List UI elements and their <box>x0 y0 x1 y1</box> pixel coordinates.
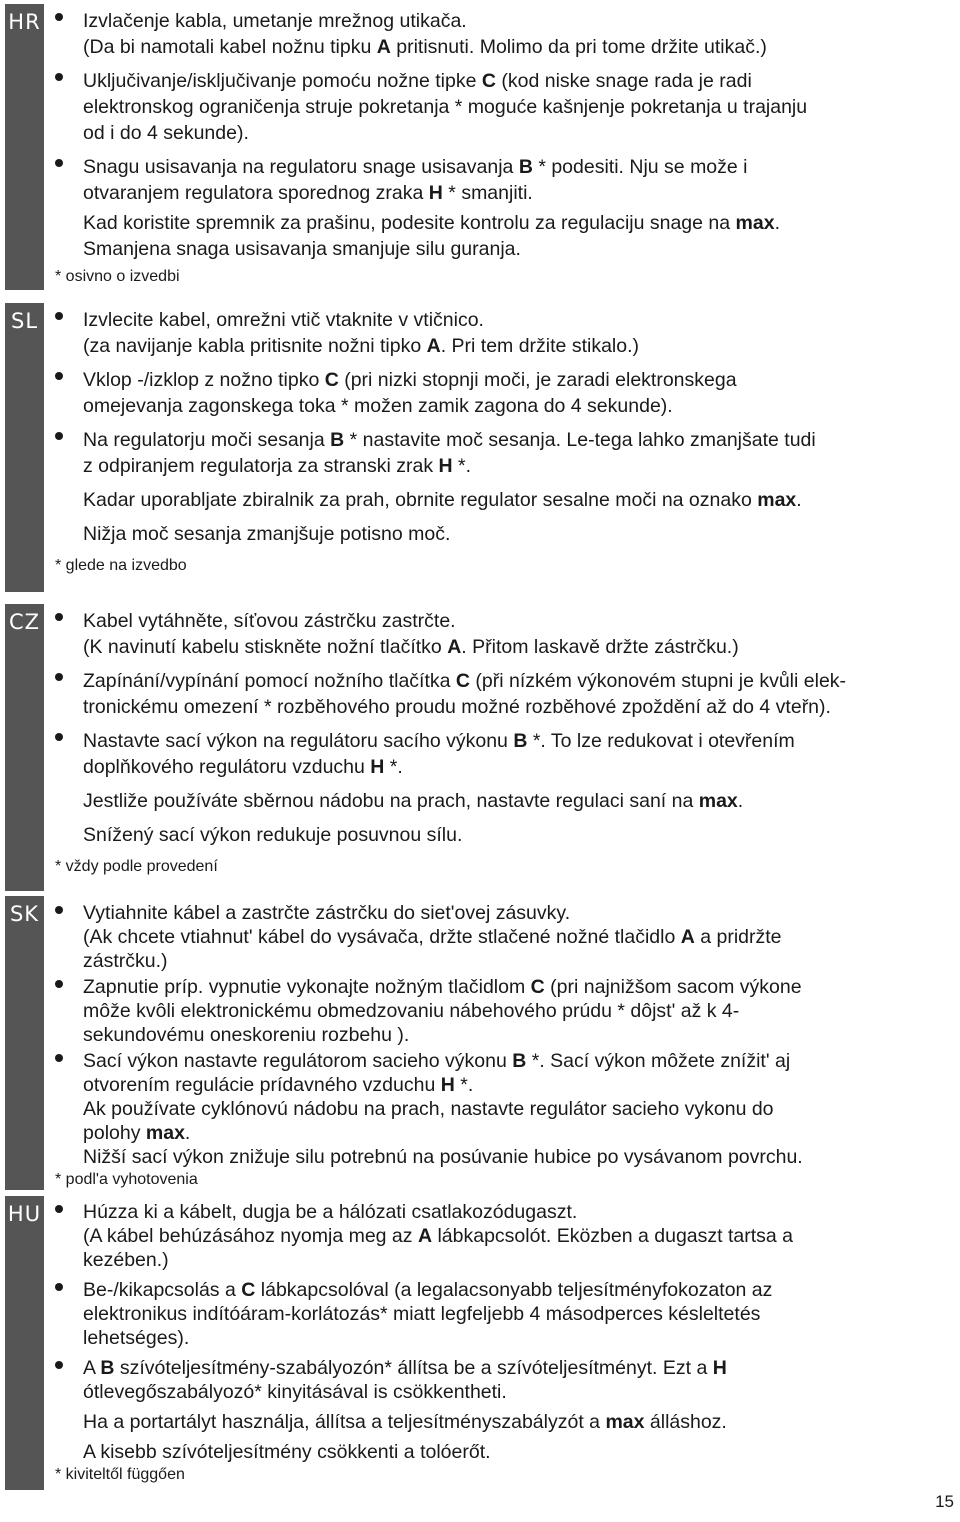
text-segment: Nižja moč sesanja zmanjšuje potisno moč. <box>83 523 451 545</box>
paragraph <box>55 521 932 547</box>
section-content <box>55 1200 932 1484</box>
bold-reference: H <box>370 756 385 778</box>
bullet-item <box>55 1356 932 1404</box>
text-segment: Kad koristite spremnik za prašinu, podesite kontrolu za regulaciju snage na <box>83 212 736 234</box>
footnote: * osivno o izvedbi <box>55 268 180 285</box>
bold-reference: B <box>100 1357 115 1379</box>
text-line <box>83 307 932 333</box>
text-line <box>83 333 932 359</box>
text-segment: (pri nizki stopnji moči, je zaradi elektronskega <box>338 369 737 391</box>
text-line <box>83 901 932 925</box>
text-segment: Jestliže používáte sběrnou nádobu na prach, nastavte regulaci saní na <box>83 790 699 812</box>
text-segment: Snížený sací výkon redukuje posuvnou sílu. <box>83 824 463 846</box>
text-segment: szívóteljesítmény-szabályozón* állítsa be a szívóteljesítményt. Ezt a <box>114 1357 713 1379</box>
bold-reference: A <box>376 36 391 58</box>
text-line <box>83 1410 932 1434</box>
bold-reference: C <box>455 670 470 692</box>
bullet-item <box>55 307 932 359</box>
bold-reference: max <box>145 1122 185 1144</box>
text-line <box>83 8 932 34</box>
bold-reference: C <box>324 369 339 391</box>
section-content <box>55 901 932 1189</box>
text-line <box>83 1302 932 1326</box>
text-segment: (Da bi namotali kabel nožnu tipku <box>83 36 377 58</box>
text-segment: *. <box>452 455 472 477</box>
bullet-item <box>55 427 932 479</box>
section-content <box>55 8 932 286</box>
text-segment: . Přitom laskavě držte zástrčku.) <box>461 636 739 658</box>
text-line <box>83 999 932 1023</box>
text-line <box>83 1121 932 1145</box>
bullet-dot-icon <box>55 613 63 621</box>
text-segment: otvorením regulácie prídavného vzduchu <box>83 1074 441 1096</box>
bullet-item <box>55 1278 932 1350</box>
bold-reference: max <box>605 1411 645 1433</box>
text-line <box>83 453 932 479</box>
text-line <box>83 487 932 513</box>
text-line <box>83 1073 932 1097</box>
text-line <box>83 94 932 120</box>
text-line <box>83 728 932 754</box>
text-segment: A <box>83 1357 101 1379</box>
text-segment: A kisebb szívóteljesítmény csökkenti a tolóerőt. <box>83 1441 491 1463</box>
section-cz <box>0 604 960 891</box>
text-segment: Vytiahnite kábel a zastrčte zástrčku do siet'ovej zásuvky. <box>83 902 571 924</box>
text-segment: Izvlecite kabel, omrežni vtič vtaknite v vtičnico. <box>83 309 484 331</box>
text-segment: elektronskog ograničenja struje pokretanja * moguće kašnjenje pokretanja u trajanju <box>83 96 808 118</box>
text-line <box>83 634 932 660</box>
text-line <box>83 180 932 206</box>
text-line <box>83 1224 932 1248</box>
language-tab-sk <box>5 896 44 1190</box>
text-segment: * smanjiti. <box>442 182 533 204</box>
footnote: * podl'a vyhotovenia <box>55 1171 198 1188</box>
text-segment: zástrčku.) <box>83 950 168 972</box>
text-segment: kezében.) <box>83 1249 169 1271</box>
text-segment: Húzza ki a kábelt, dugja be a hálózati csatlakozódugaszt. <box>83 1201 578 1223</box>
text-segment: z odpiranjem regulatorja za stranski zrak <box>83 455 439 477</box>
text-segment: . <box>796 489 802 511</box>
text-line <box>83 668 932 694</box>
language-code: CZ <box>8 610 41 634</box>
text-line <box>83 427 932 453</box>
language-code: SL <box>10 309 39 333</box>
bold-reference: B <box>512 1050 527 1072</box>
section-sl <box>0 303 960 592</box>
paragraph <box>55 788 932 814</box>
text-line <box>83 822 932 848</box>
text-line <box>83 236 932 262</box>
text-line <box>83 788 932 814</box>
bullet-dot-icon <box>55 159 63 167</box>
bullet-dot-icon <box>55 432 63 440</box>
text-segment: (za navijanje kabla pritisnite nožni tipko <box>83 335 427 357</box>
text-line <box>83 754 932 780</box>
text-segment: Ak používate cyklónovú nádobu na prach, nastavte regulátor sacieho vykonu do <box>83 1098 774 1120</box>
bullet-item <box>55 728 932 780</box>
text-segment: otvaranjem regulatora sporednog zraka <box>83 182 429 204</box>
text-segment: môže kvôli elektronickému obmedzovaniu nábehového prúdu * dôjst' až k 4- <box>83 1000 740 1022</box>
text-segment: lábkapcsolóval (a legalacsonyabb teljesítményfokozaton az <box>255 1279 773 1301</box>
text-segment: Zapínání/vypínání pomocí nožního tlačítka <box>83 670 456 692</box>
text-segment: Nižší sací výkon znižuje silu potrebnú na posúvanie hubice po vysávanom povrchu. <box>83 1146 803 1168</box>
bold-reference: max <box>735 212 775 234</box>
paragraph <box>55 210 932 262</box>
text-line <box>83 949 932 973</box>
text-line <box>83 521 932 547</box>
text-segment: Nastavte sací výkon na regulátoru sacího výkonu <box>83 730 514 752</box>
paragraph <box>55 1410 932 1434</box>
bullet-item <box>55 901 932 973</box>
text-segment: (pri najnižšom sacom výkone <box>544 976 802 998</box>
text-line <box>83 925 932 949</box>
text-segment: lehetséges). <box>83 1327 190 1349</box>
text-line <box>83 154 932 180</box>
text-segment: Na regulatorju moči sesanja <box>83 429 331 451</box>
text-segment: doplňkového regulátoru vzduchu <box>83 756 371 778</box>
text-segment: Izvlačenje kabla, umetanje mrežnog utikača. <box>83 10 467 32</box>
bullet-dot-icon <box>55 13 63 21</box>
bullet-item <box>55 608 932 660</box>
text-segment: Sací výkon nastavte regulátorom sacieho výkonu <box>83 1050 513 1072</box>
bullet-dot-icon <box>55 1054 63 1062</box>
bullet-dot-icon <box>55 372 63 380</box>
bold-reference: C <box>481 70 496 92</box>
text-segment: (Ak chcete vtiahnut' kábel do vysávača, držte stlačené nožné tlačidlo <box>83 926 681 948</box>
text-line <box>83 1049 932 1073</box>
text-segment: . <box>184 1122 191 1144</box>
bullet-item <box>55 8 932 60</box>
language-tab-cz <box>5 604 44 891</box>
section-hu <box>0 1196 960 1490</box>
text-segment: tronickému omezení * rozběhového proudu možné rozběhové zpoždění až do 4 vteřn). <box>83 696 831 718</box>
text-segment: * nastavite moč sesanja. Le-tega lahko zmanjšate tudi <box>344 429 816 451</box>
text-line <box>83 393 932 419</box>
text-line <box>83 975 932 999</box>
bullet-item <box>55 1200 932 1272</box>
text-segment: Vklop -/izklop z nožno tipko <box>83 369 325 391</box>
bullet-item <box>55 154 932 206</box>
text-segment: (K navinutí kabelu stiskněte nožní tlačítko <box>83 636 448 658</box>
bullet-dot-icon <box>55 73 63 81</box>
bullet-item <box>55 1049 932 1169</box>
bullet-dot-icon <box>55 673 63 681</box>
bold-reference: C <box>241 1279 256 1301</box>
bold-reference: A <box>447 636 462 658</box>
bold-reference: B <box>330 429 345 451</box>
text-segment: . <box>774 212 780 234</box>
text-line <box>83 1278 932 1302</box>
language-tab-sl <box>5 303 44 592</box>
text-segment: pritisnuti. Molimo da pri tome držite utikač.) <box>390 36 767 58</box>
text-segment: sekundovému oneskoreniu rozbehu ). <box>83 1024 410 1046</box>
bullet-dot-icon <box>55 1205 63 1213</box>
text-segment: *. Sací výkon môžete znížit' aj <box>526 1050 791 1072</box>
text-segment: . Pri tem držite stikalo.) <box>440 335 639 357</box>
language-code: SK <box>9 902 40 926</box>
language-tab-hr <box>5 4 44 290</box>
text-line <box>83 1097 932 1121</box>
section-content <box>55 307 932 575</box>
text-line <box>83 367 932 393</box>
language-code: HR <box>8 10 41 34</box>
paragraph <box>55 1440 932 1464</box>
text-segment: Zapnutie príp. vypnutie vykonajte nožným tlačidlom <box>83 976 531 998</box>
text-line <box>83 68 932 94</box>
footnote: * vždy podle provedení <box>55 858 218 875</box>
text-segment: ótlevegőszabályozó* kinyitásával is csökkentheti. <box>83 1381 507 1403</box>
bullet-item <box>55 668 932 720</box>
text-segment: . <box>737 790 744 812</box>
text-segment: (při nízkém výkonovém stupni je kvůli elek- <box>469 670 847 692</box>
text-segment: omejevanja zagonskega toka * možen zamik zagona do 4 sekunde). <box>83 395 673 417</box>
text-segment: a pridržte <box>694 926 782 948</box>
footnote: * kiviteltől függően <box>55 1466 185 1483</box>
section-hr <box>0 4 960 290</box>
text-line <box>83 1145 932 1169</box>
bullet-item <box>55 68 932 146</box>
text-line <box>83 694 932 720</box>
text-segment: Be-/kikapcsolás a <box>83 1279 242 1301</box>
text-line <box>83 34 932 60</box>
bold-reference: H <box>440 1074 455 1096</box>
text-segment: Kabel vytáhněte, síťovou zástrčku zastrčte. <box>83 610 456 632</box>
text-segment: *. <box>384 756 403 778</box>
bullet-item <box>55 975 932 1047</box>
text-segment: lábkapcsolót. Eközben a dugaszt tartsa a <box>432 1225 794 1247</box>
text-segment: polohy <box>83 1122 146 1144</box>
bold-reference: A <box>417 1225 433 1247</box>
text-line <box>83 120 932 146</box>
bullet-dot-icon <box>55 1283 63 1291</box>
text-line <box>83 1200 932 1224</box>
text-segment: Smanjena snaga usisavanja smanjuje silu guranja. <box>83 238 521 260</box>
bold-reference: A <box>426 335 441 357</box>
text-segment: Ha a portartályt használja, állítsa a teljesítményszabályzót a <box>83 1411 606 1433</box>
bold-reference: C <box>530 976 545 998</box>
section-sk <box>0 896 960 1190</box>
text-segment: *. <box>454 1074 474 1096</box>
bold-reference: max <box>698 790 738 812</box>
paragraph <box>55 822 932 848</box>
text-line <box>83 1326 932 1350</box>
text-segment: Kadar uporabljate zbiralnik za prah, obrnite regulator sesalne moči na oznako <box>83 489 758 511</box>
bullet-dot-icon <box>55 733 63 741</box>
bold-reference: max <box>757 489 797 511</box>
bold-reference: H <box>438 455 453 477</box>
language-tab-hu <box>5 1196 44 1490</box>
text-segment: Snagu usisavanja na regulatoru snage usisavanja <box>83 156 519 178</box>
bullet-dot-icon <box>55 980 63 988</box>
footnote: * glede na izvedbo <box>55 557 187 574</box>
text-segment: * podesiti. Nju se može i <box>532 156 748 178</box>
text-line <box>83 1380 932 1404</box>
paragraph <box>55 487 932 513</box>
bold-reference: H <box>428 182 443 204</box>
bold-reference: A <box>680 926 695 948</box>
text-line <box>83 210 932 236</box>
bullet-dot-icon <box>55 1361 63 1369</box>
text-segment: Uključivanje/isključivanje pomoću nožne tipke <box>83 70 482 92</box>
text-segment: elektronikus indítóáram-korlátozás* miatt legfeljebb 4 másodperces késleltetés <box>83 1303 761 1325</box>
bold-reference: H <box>712 1357 727 1379</box>
section-content <box>55 608 932 876</box>
page-number: 15 <box>935 1492 954 1511</box>
text-line <box>83 1440 932 1464</box>
bullet-item <box>55 367 932 419</box>
text-line <box>83 1356 932 1380</box>
bold-reference: B <box>518 156 533 178</box>
language-code: HU <box>7 1202 42 1226</box>
bullet-dot-icon <box>55 312 63 320</box>
text-segment: *. To lze redukovat i otevřením <box>527 730 795 752</box>
text-segment: od i do 4 sekunde). <box>83 122 249 144</box>
text-line <box>83 1248 932 1272</box>
text-segment: álláshoz. <box>644 1411 727 1433</box>
text-segment: (A kábel behúzásához nyomja meg az <box>83 1225 418 1247</box>
text-segment: (kod niske snage rada je radi <box>495 70 752 92</box>
text-line <box>83 608 932 634</box>
bullet-dot-icon <box>55 906 63 914</box>
text-line <box>83 1023 932 1047</box>
bold-reference: B <box>513 730 528 752</box>
